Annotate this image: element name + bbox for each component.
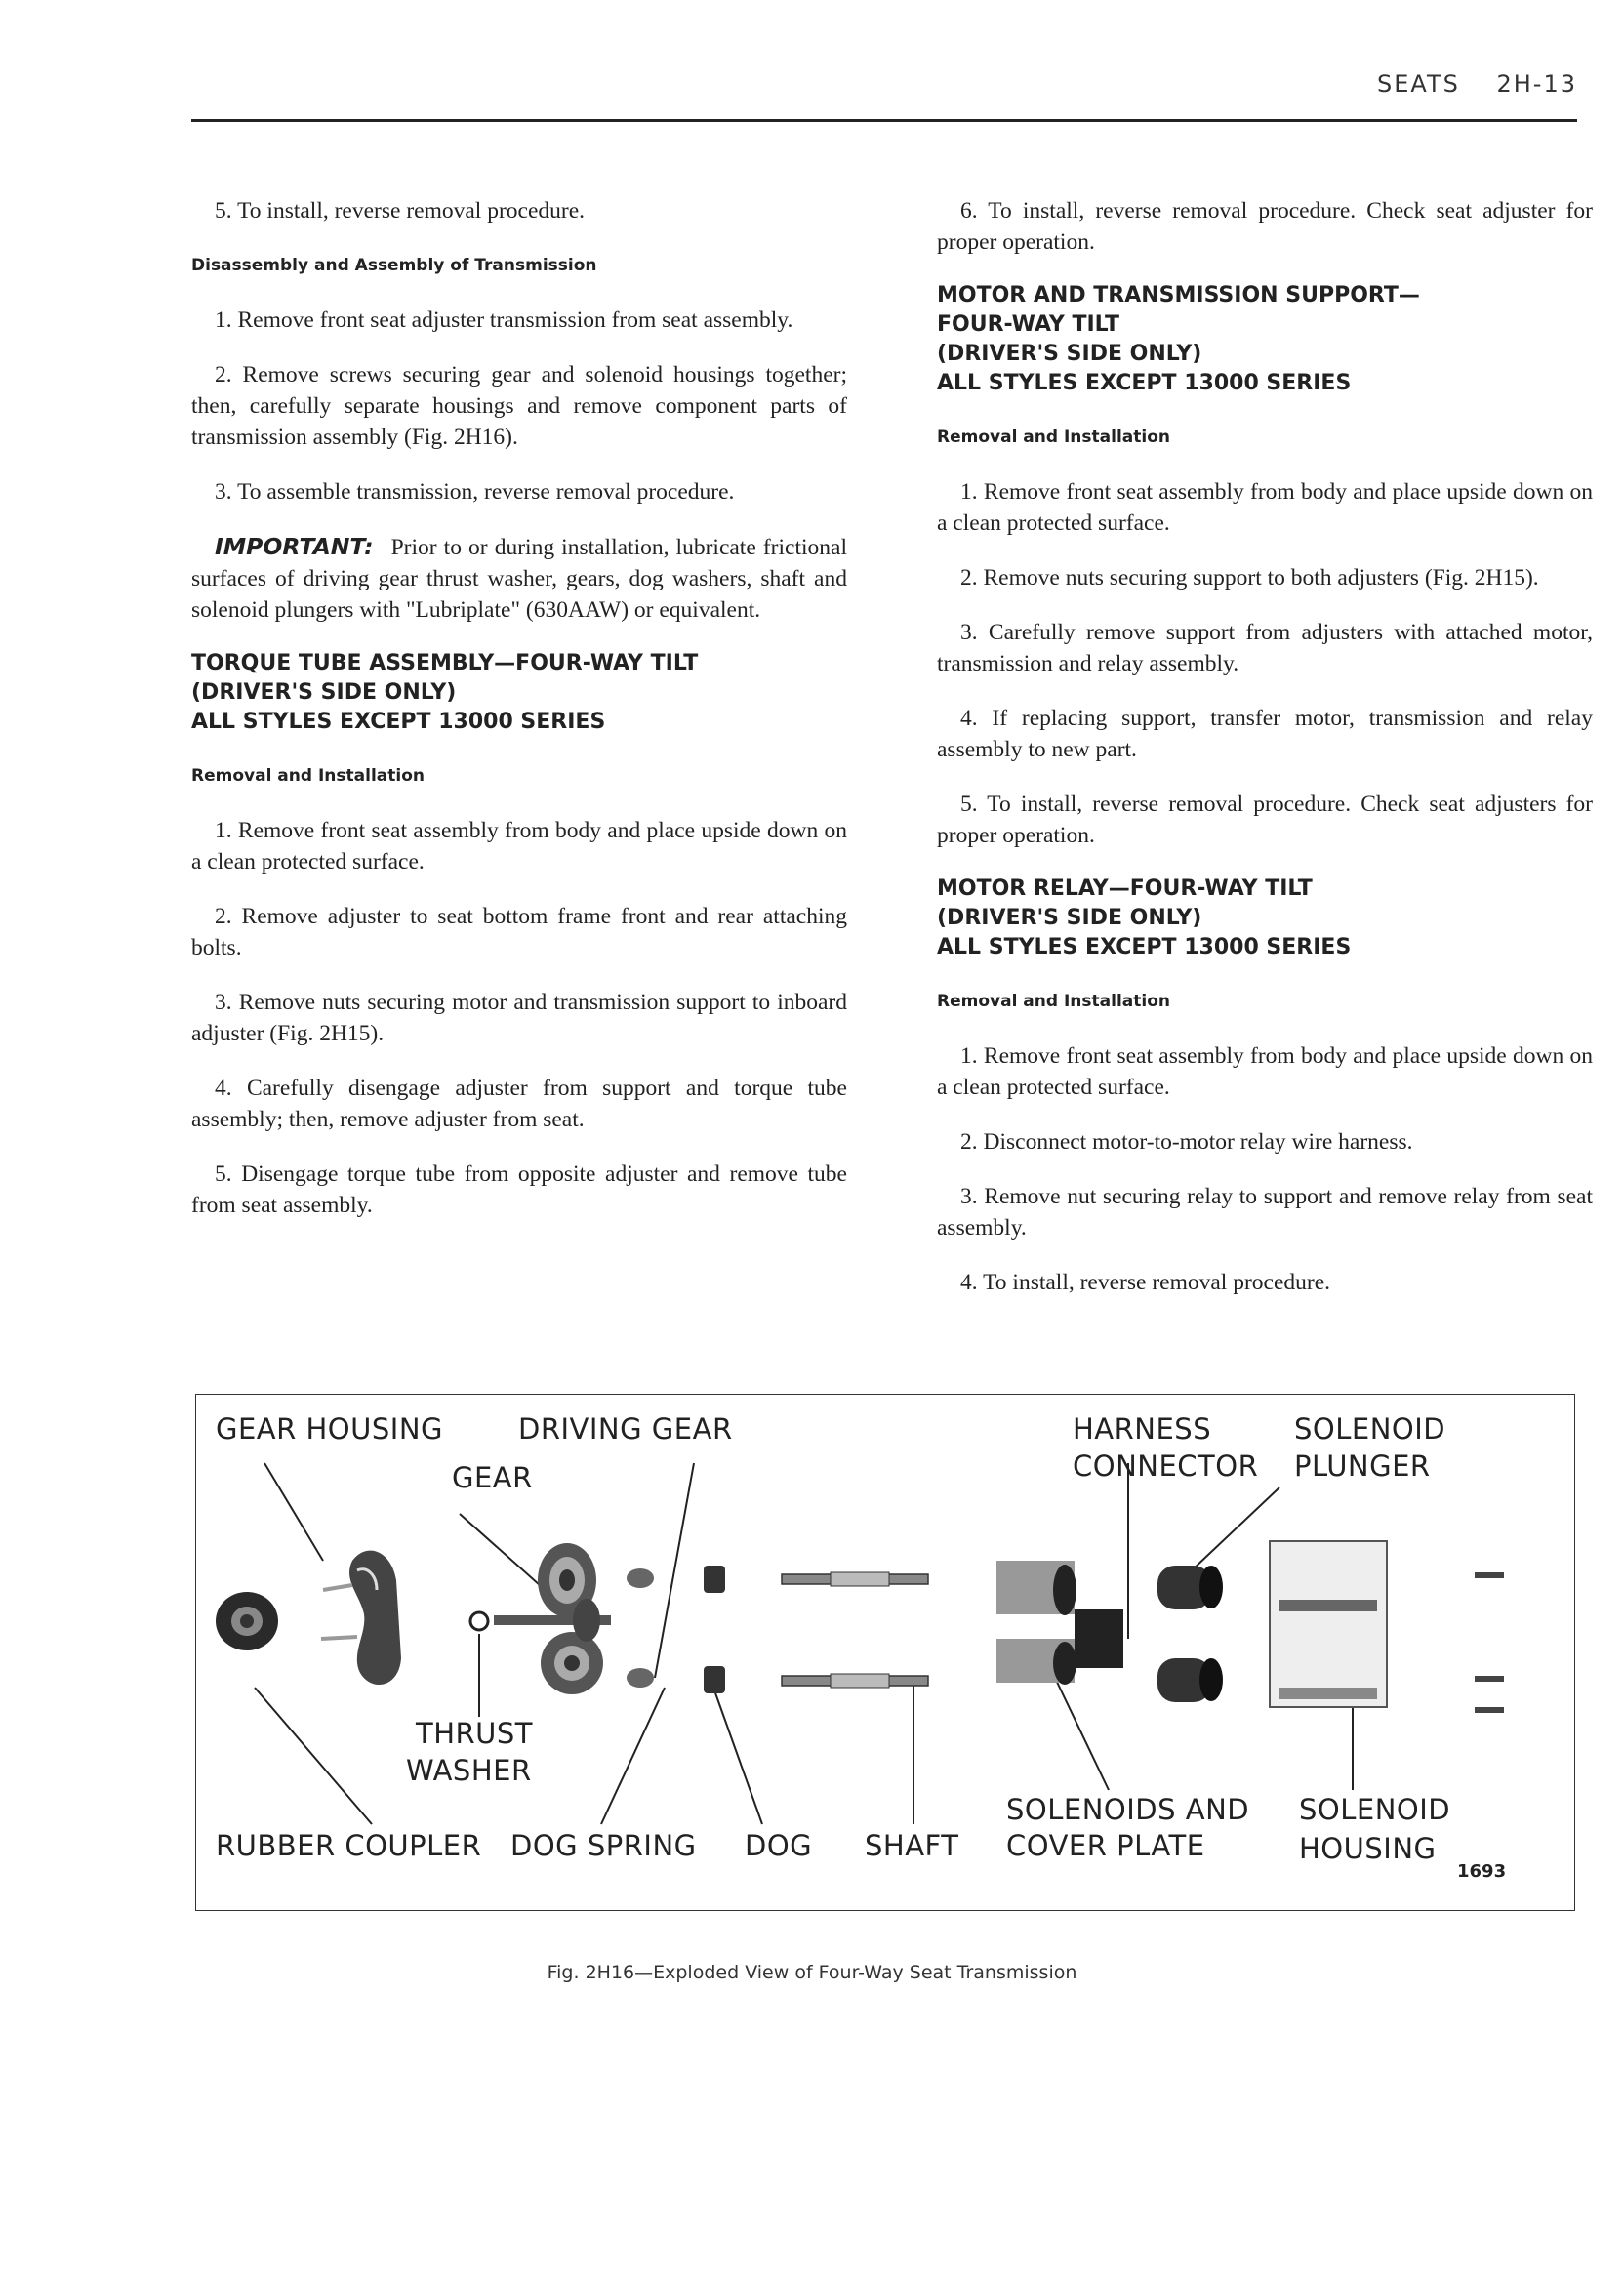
- label-housing: HOUSING: [1299, 1832, 1437, 1865]
- subheading: Removal and Installation: [191, 766, 425, 786]
- section-heading-line: ALL STYLES EXCEPT 13000 SERIES: [937, 935, 1352, 959]
- paragraph: 1. Remove front seat assembly from body and place upside down on a clean protected surface.: [937, 479, 1593, 536]
- label-shaft: SHAFT: [865, 1829, 959, 1862]
- paragraph: 1. Remove front seat adjuster transmission from seat assembly.: [215, 307, 793, 333]
- section-heading-line: MOTOR RELAY—FOUR-WAY TILT: [937, 876, 1313, 901]
- label-gear-housing: GEAR HOUSING: [216, 1412, 443, 1445]
- paragraph: 2. Remove adjuster to seat bottom frame front and rear attaching bolts.: [191, 904, 847, 960]
- label-solenoid-bottom: SOLENOID: [1299, 1793, 1451, 1826]
- gear-housing-part: [321, 1551, 401, 1685]
- section-heading-line: ALL STYLES EXCEPT 13000 SERIES: [937, 371, 1352, 395]
- section-heading-line: ALL STYLES EXCEPT 13000 SERIES: [191, 710, 606, 734]
- header-section: SEATS: [1376, 70, 1460, 98]
- section-heading-line: (DRIVER'S SIDE ONLY): [191, 680, 457, 705]
- paragraph: 5. To install, reverse removal procedure. Check seat adjusters for proper operation.: [937, 792, 1593, 848]
- paragraph: 4. To install, reverse removal procedure.: [960, 1270, 1331, 1295]
- shaft-part: [782, 1572, 928, 1688]
- paragraph: 3. Remove nut securing relay to support and remove relay from seat assembly.: [937, 1184, 1593, 1241]
- section-heading-line: FOUR-WAY TILT: [937, 312, 1120, 337]
- label-dog-spring: DOG SPRING: [510, 1829, 697, 1862]
- paragraph: 1. Remove front seat assembly from body and place upside down on a clean protected surface.: [937, 1043, 1593, 1100]
- paragraph: 3. To assemble transmission, reverse removal procedure.: [215, 479, 735, 505]
- section-heading: [937, 875, 1593, 962]
- figure-number: 1693: [1457, 1861, 1507, 1882]
- label-cover-plate: COVER PLATE: [1006, 1829, 1205, 1862]
- important-label: IMPORTANT:: [215, 533, 374, 560]
- paragraph: 5. Disengage torque tube from opposite adjuster and remove tube from seat assembly.: [191, 1161, 847, 1218]
- paragraph: 2. Disconnect motor-to-motor relay wire harness.: [960, 1129, 1413, 1155]
- dog-spring-part: [627, 1568, 654, 1688]
- left-column: [191, 195, 847, 1244]
- paragraph: 3. Carefully remove support from adjusters with attached motor, transmission and relay assembly.: [937, 620, 1593, 676]
- solenoid-plunger-part: [1157, 1566, 1223, 1702]
- paragraph: 3. Remove nuts securing motor and transmission support to inboard adjuster (Fig. 2H15).: [191, 990, 847, 1046]
- paragraph: 6. To install, reverse removal procedure. Check seat adjuster for proper operation.: [937, 198, 1593, 255]
- right-column: [937, 195, 1593, 1322]
- paragraph: 4. Carefully disengage adjuster from support and torque tube assembly; then, remove adjuster from seat.: [191, 1076, 847, 1132]
- paragraph: 5. To install, reverse removal procedure.: [215, 198, 586, 224]
- subheading: Removal and Installation: [937, 992, 1170, 1011]
- paragraph: 1. Remove front seat assembly from body and place upside down on a clean protected surface.: [191, 818, 847, 875]
- rubber-coupler-part: [216, 1592, 278, 1650]
- label-harness: HARNESS: [1073, 1412, 1212, 1445]
- header-rule: [191, 119, 1577, 122]
- label-solenoid-top: SOLENOID: [1294, 1412, 1446, 1445]
- label-thrust: THRUST: [416, 1717, 534, 1750]
- section-heading-line: (DRIVER'S SIDE ONLY): [937, 906, 1202, 930]
- label-rubber-coupler: RUBBER COUPLER: [216, 1829, 482, 1862]
- exploded-view-figure: [195, 1394, 1575, 1911]
- section-heading-line: TORQUE TUBE ASSEMBLY—FOUR-WAY TILT: [191, 651, 699, 675]
- solenoids-cover-plate-part: [996, 1561, 1123, 1685]
- running-header: [1350, 70, 1577, 98]
- figure-caption: Fig. 2H16—Exploded View of Four-Way Seat Transmission: [547, 1962, 1077, 1983]
- header-page-number: 2H-13: [1496, 70, 1577, 98]
- screw-part: [1475, 1572, 1504, 1713]
- label-connector: CONNECTOR: [1073, 1449, 1259, 1483]
- dog-part: [704, 1566, 725, 1693]
- label-washer: WASHER: [406, 1754, 532, 1787]
- label-plunger: PLUNGER: [1294, 1449, 1431, 1483]
- subheading: Disassembly and Assembly of Transmission: [191, 256, 597, 275]
- label-driving-gear: DRIVING GEAR: [518, 1412, 733, 1445]
- paragraph: 2. Remove nuts securing support to both adjusters (Fig. 2H15).: [960, 565, 1539, 590]
- section-heading: [937, 281, 1593, 398]
- solenoid-housing-part: [1270, 1541, 1387, 1707]
- section-heading-line: (DRIVER'S SIDE ONLY): [937, 342, 1202, 366]
- section-heading-line: MOTOR AND TRANSMISSION SUPPORT—: [937, 283, 1420, 307]
- important-text: Prior to or during installation, lubricate frictional surfaces of driving gear thrust washer, gears, dog washers, shaft and solenoid plungers with "Lubriplate" (630AAW) or equivalent.: [191, 535, 847, 623]
- label-gear: GEAR: [452, 1461, 533, 1494]
- subheading: Removal and Installation: [937, 428, 1170, 447]
- label-dog: DOG: [745, 1829, 813, 1862]
- thrust-washer-part: [470, 1612, 488, 1630]
- paragraph: 4. If replacing support, transfer motor, transmission and relay assembly to new part.: [937, 706, 1593, 762]
- section-heading: [191, 649, 847, 737]
- important-note: [191, 531, 847, 626]
- paragraph: 2. Remove screws securing gear and solenoid housings together; then, carefully separate housings and remove component parts of transmission assembly (Fig. 2H16).: [191, 362, 847, 450]
- label-solenoids-and: SOLENOIDS AND: [1006, 1793, 1250, 1826]
